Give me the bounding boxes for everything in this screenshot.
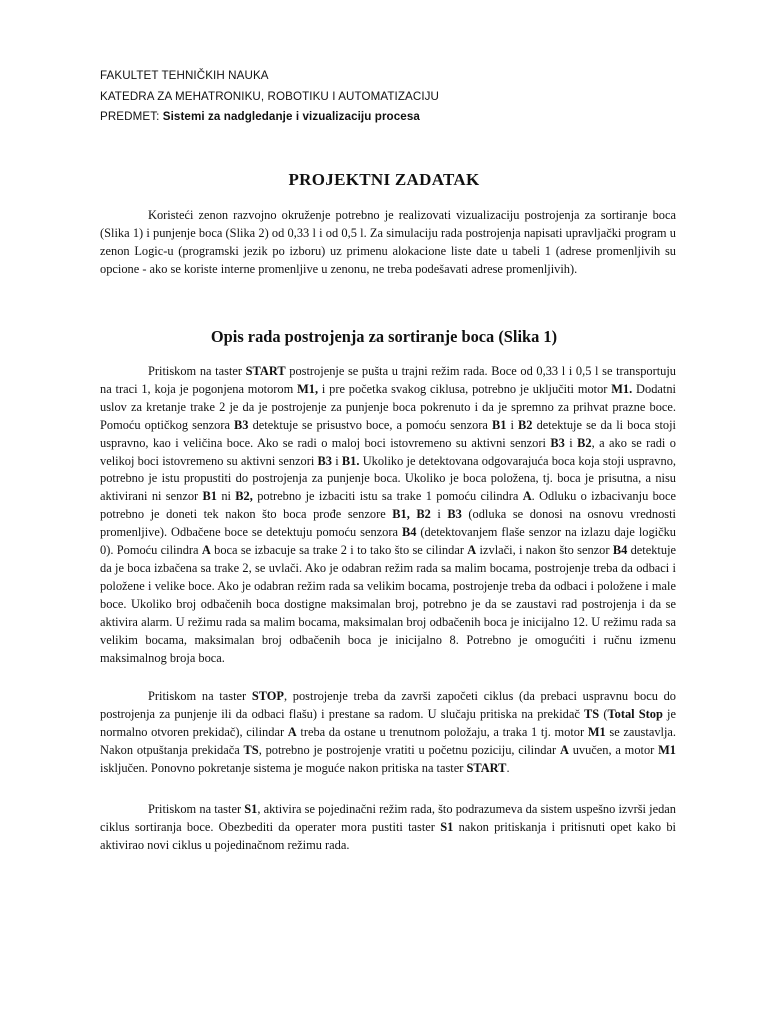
text-run: uvučen, a motor	[568, 742, 659, 757]
bold-term: A	[287, 724, 297, 739]
text-run: isključen. Ponovno pokretanje sistema je moguće nakon pritiska na taster	[100, 760, 467, 775]
text-run: se zaustavlja. Nakon otpuštanja prekidača	[100, 724, 677, 757]
text-run: (	[599, 706, 608, 721]
bold-term: M1	[587, 724, 606, 739]
bold-term: TS	[243, 742, 259, 757]
text-run: i	[506, 417, 519, 432]
bold-term: B2,	[235, 489, 253, 504]
bold-term: A	[522, 489, 532, 504]
subject-value: Sistemi za nadgledanje i vizualizaciju procesa	[162, 110, 420, 123]
text-run: Dodatni uslov za kretanje trake 2 je da je postrojenje za punjenje boca pokrenuto i da je spremno za prihvat prazne boce. Pomoću optičkog senzora	[100, 381, 676, 432]
bold-term: B3	[234, 417, 249, 432]
body-paragraph-2	[100, 688, 676, 778]
text-run: detektuje se prisustvo boce, a pomoću senzora	[248, 417, 492, 432]
text-run: postrojenje se pušta u trajni režim rada. Boce od 0,33 l i 0,5 l se transportuju na traci 1, koja je pogonjena motorom	[100, 364, 676, 396]
text-run: i	[430, 507, 448, 522]
text-run: ni	[216, 489, 236, 504]
text-run: nakon pritiskanja i pritisnuti opet kako bi aktivirao novi ciklus u pojedinačnom režimu rada.	[100, 819, 676, 852]
bold-term: M1.	[611, 381, 633, 396]
bold-term: A	[559, 742, 569, 757]
text-run: potrebno je izbaciti istu sa trake 1 pomoću cilindra	[252, 489, 523, 504]
text-run: (odluka se donosi na osnovu vrednosti promenljive). Odbačene boce se detektuju pomoću senzora	[100, 507, 676, 540]
document-header	[100, 66, 439, 128]
text-run: , a ako se radi o velikoj boci istovremeno su aktivni senzori	[100, 435, 676, 468]
bold-term: S1	[244, 802, 258, 816]
text-run: Ukoliko je detektovana odgovarajuća boca koja stoji uspravno, potrebno je istu propustiti do postrojenja za punjenje boca. Ukoliko je boca položena, tj. boca je prisutna, a nisu aktivirani ni senzor	[100, 453, 676, 504]
bold-term: START	[245, 364, 286, 378]
text-run: , potrebno je postrojenje vratiti u početnu poziciju, cilindar	[258, 742, 560, 757]
intro-paragraph: Koristeći zenon razvojno okruženje potrebno je realizovati vizualizaciju postrojenja za sortiranje boca (Slika 1) i punjenje boca (Slika 2) od 0,33 l i od 0,5 l. Za simulaciju rada postrojenja napisati upravljački program u zenon Logic-u (programski jezik po izboru) uz primenu alokacione liste date u tabeli 1 (adrese promenljivih su opcione - ako se koriste interne promenljive u zenonu, ne treba podešavati adrese promenljivih).	[100, 208, 676, 276]
bold-term: START	[466, 760, 507, 775]
bold-term: Total Stop	[607, 706, 663, 721]
text-run: treba da ostane u trenutnom položaju, a traka 1 tj. motor	[296, 724, 588, 739]
department-name: KATEDRA ZA MEHATRONIKU, ROBOTIKU I AUTOMATIZACIJU	[100, 89, 440, 103]
bold-term: B1	[202, 489, 217, 504]
bold-term: B3	[550, 435, 565, 450]
bold-term: B4	[401, 525, 417, 540]
bold-term: STOP	[251, 689, 284, 703]
text-run: Pritiskom na taster	[148, 689, 252, 703]
bold-term: B1, B2	[392, 507, 431, 522]
text-run: (detektovanjem flaše senzor na izlazu daje logičku 0). Pomoću cilindra	[100, 525, 676, 558]
text-run: , postrojenje treba da završi započeti ciklus (da prebaci uspravnu bocu do postrojenja za punjenje ili da odbaci flašu) i prestane sa radom. U slučaju pritiska na prekidač	[100, 689, 676, 721]
bold-term: A	[467, 543, 477, 558]
text-run: i pre početka svakog ciklusa, potrebno je uključiti motor	[318, 381, 612, 396]
text-run: detektuje se da li boca stoji uspravno, kao i veličina boce. Ako se radi o maloj boci istovremeno su aktivni senzori	[100, 417, 676, 450]
bold-term: A	[201, 543, 211, 558]
bold-term: M1,	[297, 381, 319, 396]
bold-term: B2	[577, 435, 592, 450]
text-run: i	[332, 453, 342, 468]
section-title: Opis rada postrojenja za sortiranje boca (Slika 1)	[210, 327, 558, 346]
text-run: , aktivira se pojedinačni režim rada, što podrazumeva da sistem uspešno izvrši jedan ciklus sortiranja boce. Obezbediti da operater mora pustiti taster	[100, 802, 676, 834]
bold-term: S1	[440, 819, 454, 834]
text-run: i	[564, 435, 578, 450]
bold-term: B3	[317, 453, 333, 468]
bold-term: TS	[584, 706, 600, 721]
body-paragraph-1	[100, 363, 676, 667]
text-run: Pritiskom na taster	[148, 802, 245, 816]
bold-term: M1	[658, 742, 676, 757]
bold-term: B4	[612, 543, 628, 558]
bold-term: B1	[491, 417, 507, 432]
document-title: PROJEKTNI ZADATAK	[288, 170, 480, 189]
faculty-name: FAKULTET TEHNIČKIH NAUKA	[100, 69, 269, 82]
text-run: je normalno otvoren prekidač), cilindar	[100, 706, 676, 739]
subject-line	[100, 107, 439, 128]
text-run: Pritiskom na taster	[148, 364, 246, 378]
text-run: izvlači, i nakon što senzor	[476, 543, 613, 558]
subject-label: PREDMET:	[100, 110, 163, 123]
bold-term: B2	[518, 417, 533, 432]
text-run: detektuje da je boca izbačena sa trake 2, se uvlači. Ako je odabran režim rada sa malim bocama, postrojenje treba da odbaci i položene i velike boce. Ako je odabran režim rada sa velikim bocama, postrojenje treba da odbaci i položene i male boce. Ukoliko broj odbačenih boca dostigne maksimalan broj, potrebno je da se zaustavi rad postrojenja i da se aktivira alarm. U režimu rada sa malim bocama, maksimalan broj odbačenih boca je inicijalno 12. U režimu rada sa velikim bocama, maksimalan broj odbačenih boca je inicijalno 8. Potrebno je omogućiti i ručnu izmenu maksimalnog broja boca.	[100, 543, 677, 665]
text-run: .	[506, 760, 510, 775]
bold-term: B1.	[341, 453, 360, 468]
text-run: boca se izbacuje sa trake 2 i to tako što se cilindar	[210, 543, 468, 558]
bold-term: B3	[447, 507, 462, 522]
body-paragraph-3	[100, 801, 676, 855]
text-run: . Odluku o izbacivanju boce potrebno je doneti tek nakon što boca prođe senzore	[100, 489, 676, 522]
